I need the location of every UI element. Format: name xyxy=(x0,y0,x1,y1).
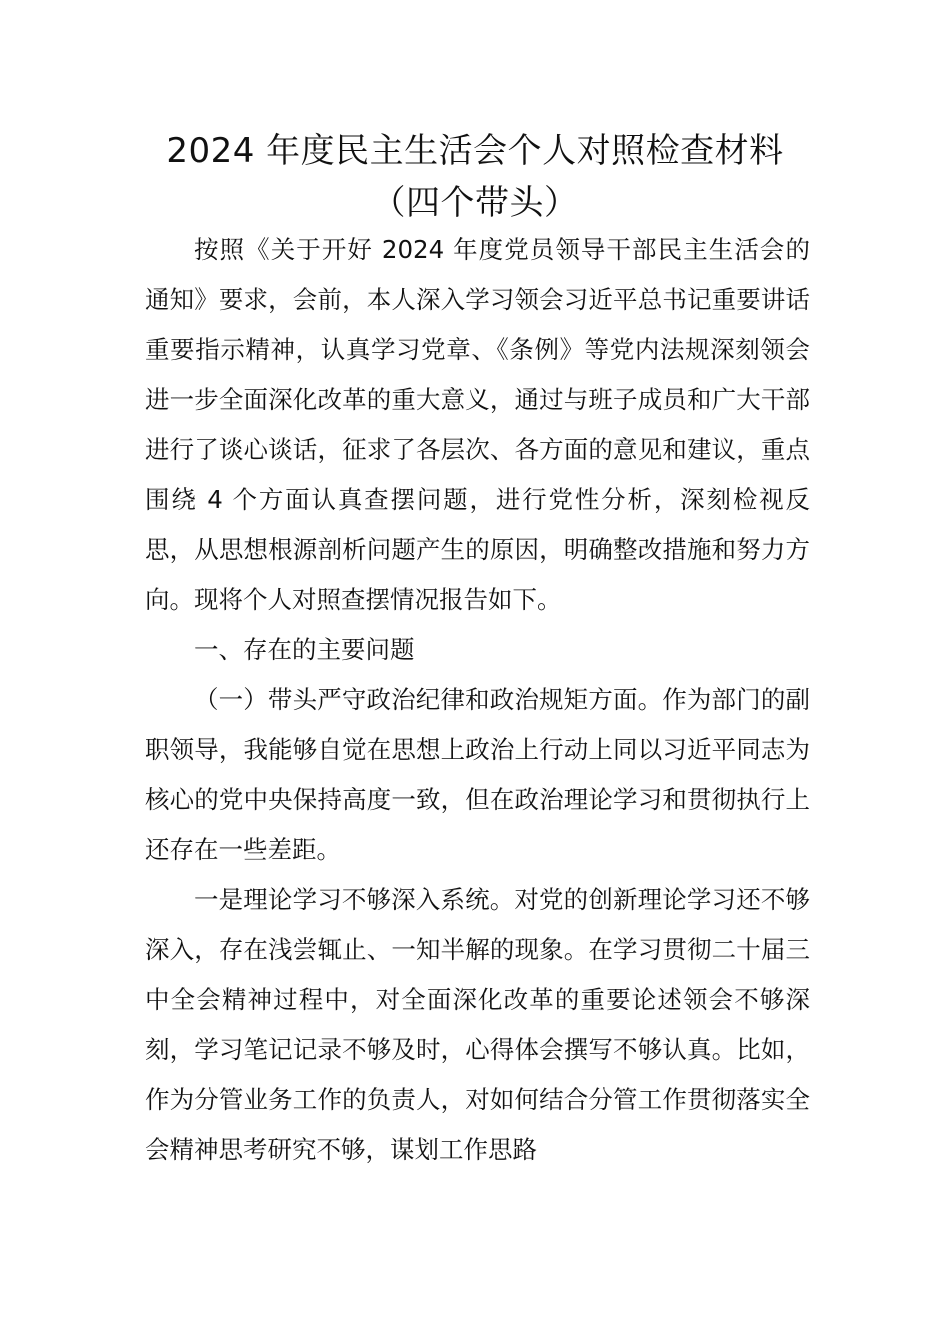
document-title-line-2: （四个带头） xyxy=(371,183,579,223)
subsection-1-paragraph: （一）带头严守政治纪律和政治规矩方面。作为部门的副职领导，我能够自觉在思想上政治上行动上同以习近平同志为核心的党中央保持高度一致，但在政治理论学习和贯彻执行上还存在一些差距。 xyxy=(145,685,810,864)
intro-paragraph: 按照《关于开好 2024 年度党员领导干部民主生活会的通知》要求，会前，本人深入学习领会习近平总书记重要讲话重要指示精神，认真学习党章、《条例》等党内法规深刻领会进一步全面深化改革的重大意义，通过与班子成员和广大干部进行了谈心谈话，征求了各层次、各方面的意见和建议，重点围绕 4 个方面认真查摆问题，进行党性分析，深刻检视反思，从思想根源剖析问题产生的原因，明确整改措施和努力方向。现将个人对照查摆情况报告如下。 xyxy=(145,235,810,614)
section-1-heading: 一、存在的主要问题 xyxy=(194,635,415,664)
document-body xyxy=(145,225,810,1175)
point-1-paragraph: 一是理论学习不够深入系统。对党的创新理论学习还不够深入，存在浅尝辄止、一知半解的现象。在学习贯彻二十届三中全会精神过程中，对全面深化改革的重要论述领会不够深刻，学习笔记记录不够及时，心得体会撰写不够认真。比如，作为分管业务工作的负责人，对如何结合分管工作贯彻落实全会精神思考研究不够，谋划工作思路 xyxy=(145,885,810,1164)
document-title-line-1: 2024 年度民主生活会个人对照检查材料 xyxy=(166,131,784,171)
